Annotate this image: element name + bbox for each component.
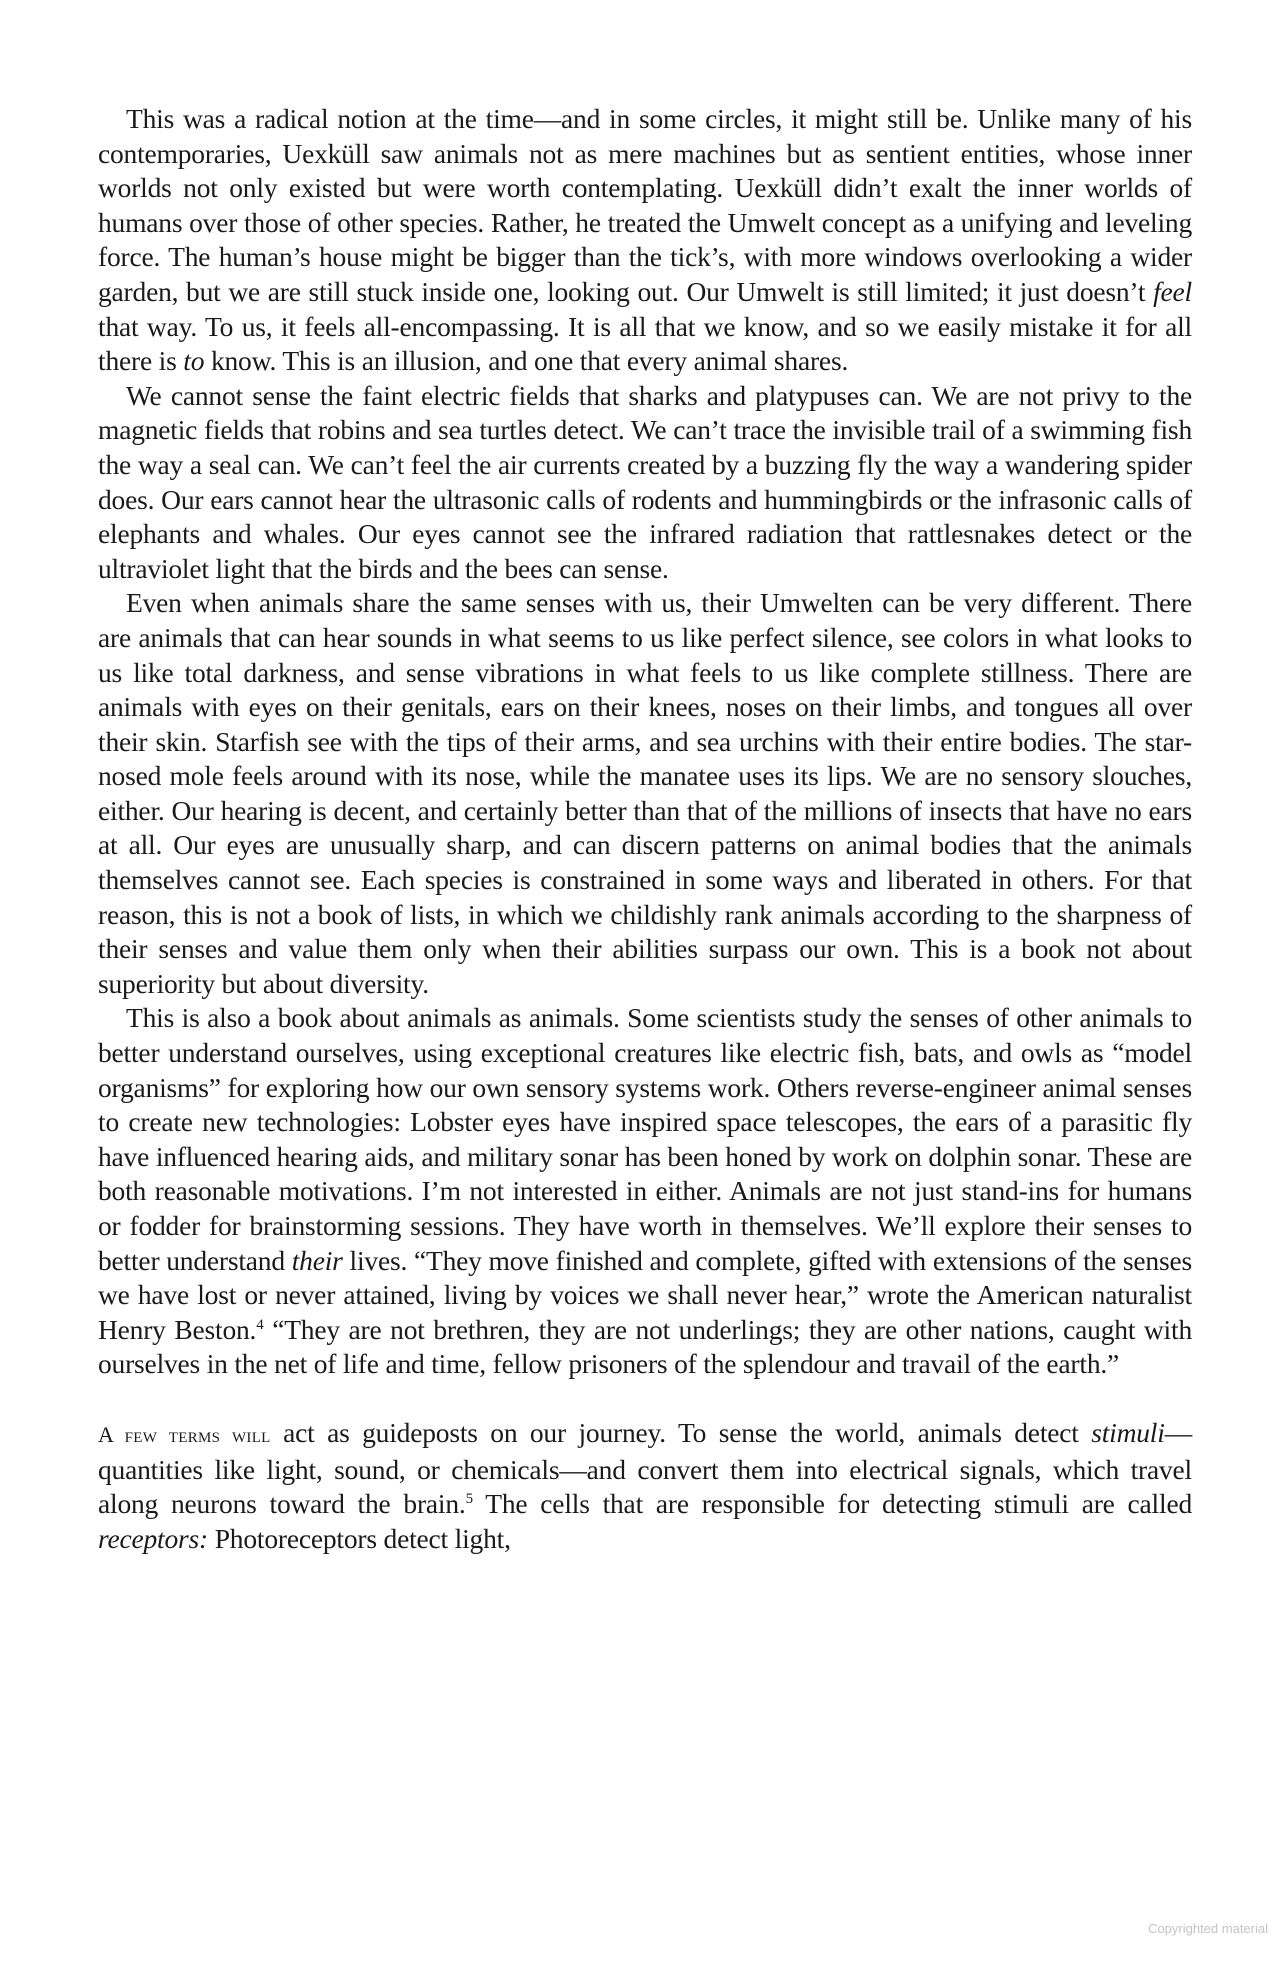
paragraph-text: This is also a book about animals as animals. Some scientists study the senses of other animals to better understand ourselves, using exceptional creatures like electric fish, bats, and owls as “model organisms” for exploring how our own sensory systems work. Others reverse-engineer animal senses to create new technologies: Lobster eyes have inspired space telescopes, the ears of a parasitic fly have influenced hearing aids, and military sonar has been honed by work on dolphin sonar. These are both reasonable motivations. I’m not interested in either. Animals are not just stand-ins for humans or fodder for brainstorming sessions. They have worth in themselves. We’ll explore their senses to better understand xyxy=(98,1002,1192,1276)
paragraph-text: We cannot sense the faint electric fields that sharks and platypuses can. We are not privy to the magnetic fields that robins and sea turtles detect. We can’t trace the invisible trail of a swimming fish the way a seal can. We can’t feel the air currents created by a buzzing fly the way a wandering spider does. Our ears cannot hear the ultrasonic calls of rodents and hummingbirds or the infrasonic calls of elephants and whales. Our eyes cannot see the infrared radiation that rattlesnakes detect or the ultraviolet light that the birds and the bees can sense. xyxy=(98,379,1192,584)
paragraph-different-umwelten xyxy=(98,586,1192,1001)
italic-emphasis: their xyxy=(291,1244,343,1276)
paragraph-few-terms xyxy=(98,1416,1192,1556)
paragraph-text: Even when animals share the same senses with us, their Umwelten can be very different. There are animals that can hear sounds in what seems to us like perfect silence, see colors in what looks to us like total darkness, and sense vibrations in what feels to us like complete stillness. There are animals with eyes on their genitals, ears on their knees, noses on their limbs, and tongues all over their skin. Starfish see with the tips of their arms, and sea urchins with their entire bodies. The star-nosed mole feels around with its nose, while the manatee uses its lips. We are no sensory slouches, either. Our hearing is decent, and certainly better than that of the millions of insects that have no ears at all. Our eyes are unusually sharp, and can discern patterns on animal bodies that the animals themselves cannot see. Each species is constrained in some ways and liberated in others. For that reason, this is not a book of lists, in which we childishly rank animals according to the sharpness of their senses and value them only when their abilities surpass our own. This is a book not about superiority but about diversity. xyxy=(98,587,1192,999)
paragraph-text: The cells that are responsible for detecting stimuli are called xyxy=(472,1488,1192,1520)
small-caps-lead-in: A few terms will xyxy=(98,1421,271,1447)
italic-emphasis: feel xyxy=(1153,275,1192,307)
paragraph-senses-we-lack xyxy=(98,379,1192,587)
italic-emphasis: to xyxy=(183,345,205,377)
italic-term: stimuli xyxy=(1091,1416,1165,1448)
paragraph-text: “They are not brethren, they are not underlings; they are other nations, caught with ourselves in the net of life and time, fellow prisoners of the splendour and travail of the earth.” xyxy=(98,1313,1192,1380)
footnote-marker[interactable]: 5 xyxy=(465,1491,473,1508)
paragraph-umwelt-radical-notion xyxy=(98,102,1192,379)
paragraph-text: —quantities like light, sound, or chemicals—and convert them into electrical signals, which travel along neurons toward the brain. xyxy=(98,1416,1193,1520)
section-break xyxy=(98,1382,1192,1416)
paragraph-text: Photoreceptors detect light, xyxy=(208,1522,511,1554)
footnote-marker[interactable]: 4 xyxy=(256,1316,264,1333)
paragraph-text: lives. “They move finished and complete, gifted with extensions of the senses we have lost or never attained, living by voices we shall never hear,” wrote the American naturalist Henry Beston. xyxy=(98,1244,1192,1345)
paragraph-animals-as-animals xyxy=(98,1001,1192,1382)
paragraph-text: that way. To us, it feels all-encompassing. It is all that we know, and so we easily mistake it for all there is xyxy=(98,310,1192,377)
italic-term: receptors: xyxy=(98,1522,209,1554)
paragraph-text: act as guideposts on our journey. To sense the world, animals detect xyxy=(270,1416,1092,1448)
copyright-watermark: Copyrighted material xyxy=(1148,1921,1268,1936)
paragraph-text: know. This is an illusion, and one that every animal shares. xyxy=(204,345,849,377)
book-page-body xyxy=(98,102,1192,1556)
paragraph-text: This was a radical notion at the time—and in some circles, it might still be. Unlike many of his contemporaries, Uexküll saw animals not as mere machines but as sentient entities, whose inner worlds not only existed but were worth contemplating. Uexküll didn’t exalt the inner worlds of humans over those of other species. Rather, he treated the Umwelt concept as a unifying and leveling force. The human’s house might be bigger than the tick’s, with more windows overlooking a wider garden, but we are still stuck inside one, looking out. Our Umwelt is still limited; it just doesn’t xyxy=(98,103,1192,307)
